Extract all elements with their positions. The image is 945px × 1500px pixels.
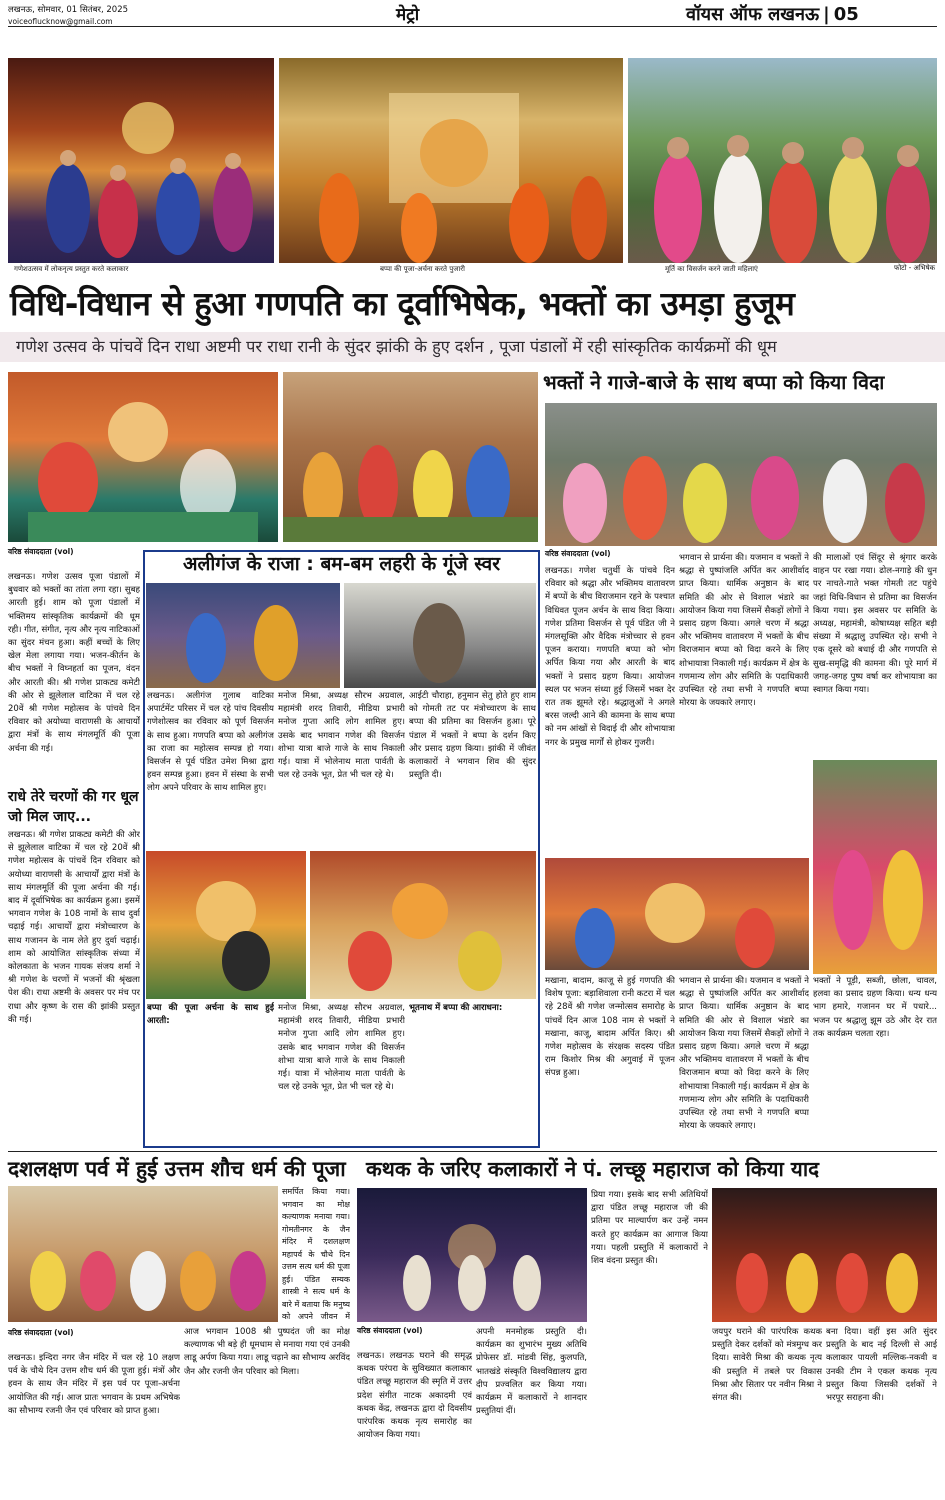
immersion-photo-art — [628, 58, 937, 263]
kathak-col2: अपनी मनमोहक प्रस्तुति दी। कार्यक्रम का शुभारंभ मुख्य अतिथि प्रोफेसर डॉ. मांडवी सिंह, कुलपति, भातखंडे संस्कृति विश्वविद्यालय द्वारा दीप प्रज्वलित कर किया गया। कार्यक्रम में कलाकारों ने शानदार प्रस्तुतियां दीं। — [476, 1327, 587, 1417]
procession-art — [545, 403, 937, 546]
kathak-col3: प्रिया गया। इसके बाद सभी अतिथियों द्वारा पंडित लच्छू महाराज जी की प्रतिमा पर माल्यार्पण कर उन्हें नमन करते हुए कार्यक्रम का आगाज किया गया। पहली प्रस्तुति में कलाकारों ने शिव वंदना प्रस्तुत की। — [591, 1190, 708, 1267]
right-byline: वरिष्ठ संवाददाता (vol) — [545, 549, 611, 558]
masthead-date — [8, 5, 128, 27]
kathak-col1: लखनऊ। लखनऊ घराने की समृद्ध कथक परंपरा के सुविख्यात कलाकार पंडित लच्छू महाराज की स्मृति में उत्तर प्रदेश संगीत नाटक अकादमी एवं कथक केंद्र, लखनऊ द्वारा दो दिवसीय पारंपरिक कथक नृत्य समारोह का आयोजन किया गया। — [357, 1351, 472, 1441]
kathak-photo-2 — [712, 1188, 937, 1322]
caption-immersion: मूर्ति का विसर्जन करने जाती महिलाएं — [665, 265, 758, 273]
right-col2: भगवान से प्रार्थना की। यजमान व भक्तों ने श्रद्धा से पुष्पांजलि अर्पित कर आशीर्वाद प्राप्त किया। धार्मिक अनुष्ठान के बाद समिति की ओर से विशाल भंडारे का आयोजन किया गया जिसमें सैकड़ों लोगों ने प्रसाद ग्रहण किया। अगले चरण में श्रद्धा और भक्तिमय वातावरण में भक्तों के बीच विराजमान बप्पा को विदा करने के लिए शोभायात्रा निकाली गई। कार्यक्रम में क्षेत्र के गणमान्य लोग और समिति के पदाधिकारी उपस्थित रहे तथा सभी ने गणपति बप्पा मोरया के जयकारे लगाए। — [679, 553, 809, 709]
aliganj-sub: बप्पा की पूजा अर्चना के साथ हुई आरती: — [147, 1003, 274, 1027]
lead-headline: विधि-विधान से हुआ गणपति का दूर्वाभिषेक, भक्तों का उमड़ा हुजूम — [10, 284, 795, 323]
kathak-col4: जयपुर घराने की पारंपरिक कथक प्रस्तुति देकर दर्शकों को मंत्रमुग्ध कर दिया। सावेरी मिश्रा की कथक नृत्य की प्रस्तुति में तबले पर विकास मिश्रा और सितार पर नवीन मिश्रा ने संगत की। — [712, 1327, 822, 1404]
paper-name: वॉयस ऑफ लखनऊ | 05 — [686, 4, 859, 25]
kathak-art-2 — [712, 1188, 937, 1322]
left-subhead: राधे तेरे चरणों की गर धूल जो मिल जाए... — [8, 789, 139, 825]
aliganj-photo-4 — [310, 851, 536, 999]
dash-byline: वरिष्ठ संवाददाता (vol) — [8, 1328, 74, 1337]
right-col4: मखाना, बादाम, काजू से हुई गणपति की विशेष पूजा: बड़ाशिवाला रानी कटरा में चल रहे 28वें श्री गणेश जन्मोत्सव समारोह के पांचवें दिन आज 108 नाम से भक्तों ने मखाना, काजू, बादाम अर्पित किए। श्री गणेश महोत्सव के संरक्षक सदस्य पंडित राम किशोर मिश्र की अगुवाई में पूजन संपन्न हुआ। — [545, 976, 675, 1079]
paper-name-text: वॉयस ऑफ लखनऊ — [686, 4, 820, 25]
aliganj-col4 — [147, 1002, 274, 1146]
dash-photo-art — [8, 1186, 278, 1322]
kathak-art-1 — [357, 1188, 587, 1322]
left-byline: वरिष्ठ संवाददाता (vol) — [8, 547, 74, 556]
photo-credit: फोटो - अभिषेक — [893, 264, 935, 272]
section-label: मेट्रो — [396, 5, 420, 25]
aliganj-sub2: भूतनाथ में बप्पा की आराधना: — [409, 1003, 503, 1013]
masthead-email: voiceoflucknow@gmail.com — [8, 17, 113, 26]
right-photo-bottom-art — [545, 858, 809, 970]
right-photo-side-art — [813, 760, 937, 974]
masthead-rule — [8, 26, 937, 27]
right-photo-side — [813, 760, 937, 974]
aliganj-art-1 — [146, 583, 340, 688]
masthead-date-text: लखनऊ, सोमवार, 01 सितंबर, 2025 — [8, 5, 129, 15]
procession-photo — [545, 403, 937, 546]
kathak-photo-1 — [357, 1188, 587, 1322]
aliganj-art-2 — [344, 583, 536, 688]
aliganj-col6 — [409, 1002, 536, 1146]
radha-krishna-art — [8, 372, 278, 542]
page-number: 05 — [833, 4, 859, 25]
kathak-headline: कथक के जरिए कलाकारों ने पं. लच्छू महाराज को किया याद — [366, 1157, 820, 1181]
right-col3: की मालाओं एवं सिंदूर से श्रृंगार करके वाहन पर रखा गया। ढोल-नगाड़े की धुन पर नाचते-गाते भक्त गोमती तट पहुंचे जहां विधि-विधान से प्रतिमा का विसर्जन किया गया। इस अवसर पर समिति के अध्यक्ष, महामंत्री, कोषाध्यक्ष सहित बड़ी संख्या में श्रद्धालु उपस्थित रहे। सभी ने एक दूसरे को बधाई दी और गणपति से सुख-समृद्धि की कामना की। पूरे मार्ग में जगह-जगह पुष्प वर्षा कर शोभायात्रा का स्वागत किया गया। — [813, 553, 937, 696]
left-story-body: लखनऊ। गणेश उत्सव पूजा पंडालों में बुधवार को भक्तों का तांता लगा रहा। सुबह आरती हुई। शाम को पूजा पंडालों में भक्तिमय सांस्कृतिक कार्यक्रमों की धूम रही। गीत, संगीत, नृत्य और नृत्य नाटिकाओं का सुंदर मंचन हुआ। कहीं बच्चों के लिए खेल मेला लगाया गया। भजन-कीर्तन के बीच भक्तों ने विघ्नहर्ता का पूजन, वंदन और आरती की। श्री गणेश प्राकट्य कमेटी की ओर से झूलेलाल वाटिका में चल रहे 20वें श्री गणेश महोत्सव के पांचवे दिन रविवार को अयोध्या वाराणसी के आचार्यों द्वारा मंत्रों के साथ मंगलमूर्ति की पूजा अर्चना की गई। — [8, 572, 140, 754]
dance-photo-art — [8, 58, 274, 263]
dash-headline: दशलक्षण पर्व में हुई उत्तम शौच धर्म की पूजा — [8, 1157, 346, 1181]
aliganj-col3: आईटी चौराहा, हनुमान सेतु होते हुए शाम को गोमती तट पर मंत्रोच्चारण के साथ बप्पा की प्रतिमा का विसर्जन हुआ। पूरे पंडाल में भक्तों ने बप्पा के दर्शन किए और प्रसाद ग्रहण किया। झांकी में जीवंत कलाकारों ने भगवान शिव की सुंदर प्रस्तुति दी। — [409, 691, 536, 781]
caption-dance: गणेशउत्सव में लोकनृत्य प्रस्तुत करते कलाकार — [14, 265, 129, 273]
dance-photo — [8, 58, 274, 263]
aliganj-col1: लखनऊ। अलीगंज गुलाब वाटिका अपार्टमेंट परिसर में चल रहे पांच दिवसीय गणेशोत्सव का रविवार को पूर्ण विसर्जन के साथ हुआ। गणपति बप्पा को अलीगंज का राजा का महोत्सव सम्पन्न हो गया। विसर्जन से पूर्व पंडित उमेश मिश्रा द्वारा हवन सम्पन्न हुआ। हवन में संस्था के सभी लोग अपने परिवार के साथ शामिल हुए। — [147, 691, 274, 794]
aliganj-photo-1 — [146, 583, 340, 688]
dash-body2: आज भगवान 1008 श्री पुष्पदंत जी का मोक्ष कल्याणक भी बड़े ही धूमधाम से मनाया गया एवं उनकी लाडू अर्पण किया गया। लाडू चढ़ाने का सौभाग्य अरविंद जैन और रजनी जैन परिवार को मिला। — [184, 1327, 350, 1377]
aliganj-art-4 — [310, 851, 536, 999]
radha-krishna-photo — [8, 372, 278, 542]
section-rule — [8, 1151, 937, 1152]
aliganj-photo-2 — [344, 583, 536, 688]
puja-photo-art — [279, 58, 623, 263]
lead-subhead: गणेश उत्सव के पांचवें दिन राधा अष्टमी पर राधा रानी के सुंदर झांकी के हुए दर्शन , पूजा पंडालों में रही सांस्कृतिक कार्यक्रमों की धूम — [0, 332, 945, 362]
kathak-col5: बना दिया। वहीं इस अति सुंदर प्रस्तुति के बाद नई दिल्ली से आई कलाकार पायली मल्लिक-नकवी व उनकी टीम ने एकल कथक नृत्य प्रस्तुत किया जिसकी दर्शकों ने भरपूर सराहना की। — [826, 1327, 937, 1404]
aliganj-headline: अलीगंज के राजा : बम-बम लहरी के गूंजे स्वर — [182, 553, 501, 575]
aliganj-photo-3 — [146, 851, 306, 999]
aliganj-col5: मनोज मिश्रा, अध्यक्ष सौरभ अग्रवाल, महामंत्री शरद तिवारी, मीडिया प्रभारी मनोज गुप्ता आदि लोग शामिल हुए। उसके बाद भगवान गणेश की विसर्जन शोभा यात्रा बाजे गाजे के साथ निकाली गई। यात्रा में भोलेनाथ माता पार्वती के चल रहे उनके भूत, प्रेत भी चल रहे थे। — [278, 1003, 405, 1093]
kathak-byline: वरिष्ठ संवाददाता (vol) — [357, 1326, 423, 1335]
dash-body: लखनऊ। इन्दिरा नगर जैन मंदिर में चल रहे 10 लक्षण पर्व के चौथे दिन उत्तम शौच धर्म की पूजा हुई। मंत्रों और हवन के साथ जैन मंदिर में इस पर्व पर पूजा-अर्चना आयोजित की गई। आज प्रातः भगवान के प्रथम अभिषेक का सौभाग्य रजनी जैन एवं परिवार को प्राप्त हुआ। — [8, 1353, 180, 1416]
right-photo-bottom — [545, 858, 809, 970]
right-story-headline: भक्तों ने गाजे-बाजे के साथ बप्पा को किया विदा — [543, 371, 885, 394]
right-col1: लखनऊ। गणेश चतुर्थी के पांचवे दिन रविवार को श्रद्धा और भक्तिमय वातावरण में बप्पों के बीच विराजमान रहने के पश्चात विधिवत पूजन अर्चन के साथ विदा किया। गणेश प्रतिमा विसर्जन से पूर्व पंडित जी ने मंगलसूक्ति और वैदिक मंत्रोच्चार से हवन पूजन कराया। गणपति बप्पा को भोग अर्पित किया गया और आरती के बाद भक्तों ने प्रसाद ग्रहण किया। आयोजन स्थल पर भजन संध्या हुई जिसमें भक्त देर रात तक झूमते रहे। श्रद्धालुओं ने अगले बरस जल्दी आने की कामना के साथ बप्पा को नम आंखों से विदाई दी और शोभायात्रा नगर के प्रमुख मार्गों से होकर गुजरी। — [545, 566, 675, 748]
right-col6: भक्तों ने पूड़ी, सब्जी, छोला, चावल, हलवा का प्रसाद ग्रहण किया। धन्य धन्य भाग हमारे, गजानन घर में पधारे... भजन पर श्रद्धालु झूम उठे और देर रात तक कार्यक्रम चलता रहा। — [813, 976, 937, 1039]
puja-photo — [279, 58, 623, 263]
immersion-photo — [628, 58, 937, 263]
aliganj-col2: मनोज मिश्रा, अध्यक्ष सौरभ अग्रवाल, महामंत्री शरद तिवारी, मीडिया प्रभारी मनोज गुप्ता आदि लोग शामिल हुए। उसके बाद भगवान गणेश की विसर्जन शोभा यात्रा बाजे गाजे के साथ निकाली गई। यात्रा में भोलेनाथ माता पार्वती के चल रहे उनके भूत, प्रेत भी चल रहे थे। — [278, 691, 405, 781]
caption-puja: बप्पा की पूजा-अर्चना करते पुजारी — [380, 265, 465, 273]
devotees-photo — [283, 372, 538, 542]
devotees-art — [283, 372, 538, 542]
dash-sidecol: समर्पित किया गया। भगवान का मोक्ष कल्याणक मनाया गया। गोमतीनगर के जैन मंदिर में दशलक्षण महापर्व के चौथे दिन उत्तम सत्य धर्म की पूजा हुई। पंडित सम्यक शास्त्री ने सत्य धर्म के बारे में बताया कि मनुष्य को अपने जीवन में — [282, 1187, 350, 1321]
dash-photo — [8, 1186, 278, 1322]
left-story-body2: लखनऊ। श्री गणेश प्राकट्य कमेटी की ओर से झूलेलाल वाटिका में चल रहे 20वें श्री गणेश महोत्सव के पांचवें दिन रविवार को अयोध्या वाराणसी के आचार्यों द्वारा मंत्रों के साथ मंगलमूर्ति की पूजा अर्चना की गई। बाद में दूर्वाभिषेक का कार्यक्रम हुआ। इसमें भगवान गणेश के 108 नामों के साथ दुर्वा चढ़ाई गई। आचार्यों द्वारा मंत्रोच्चारण के साथ गजानन के नाम लेते हुए दुर्वा चढ़ाई। शाम को आयोजित सांस्कृतिक संध्या में कोलकाता के भजन गायक संजय शर्मा ने श्री गणेश के चरणों में भजनों की श्रृंखला पेश की। राधा अष्टमी के अवसर पर मंच पर राधा और कृष्ण के रास की झांकी प्रस्तुत की गई। — [8, 830, 140, 1025]
aliganj-art-3 — [146, 851, 306, 999]
right-col5: भगवान से प्रार्थना की। यजमान व भक्तों ने श्रद्धा से पुष्पांजलि अर्पित कर आशीर्वाद प्राप्त किया। धार्मिक अनुष्ठान के बाद समिति की ओर से विशाल भंडारे का आयोजन किया गया जिसमें सैकड़ों लोगों ने प्रसाद ग्रहण किया। अगले चरण में श्रद्धा और भक्तिमय वातावरण में भक्तों के बीच विराजमान बप्पा को विदा करने के लिए शोभायात्रा निकाली गई। कार्यक्रम में क्षेत्र के गणमान्य लोग और समिति के पदाधिकारी उपस्थित रहे तथा सभी ने गणपति बप्पा मोरया के जयकारे लगाए। — [679, 976, 809, 1132]
